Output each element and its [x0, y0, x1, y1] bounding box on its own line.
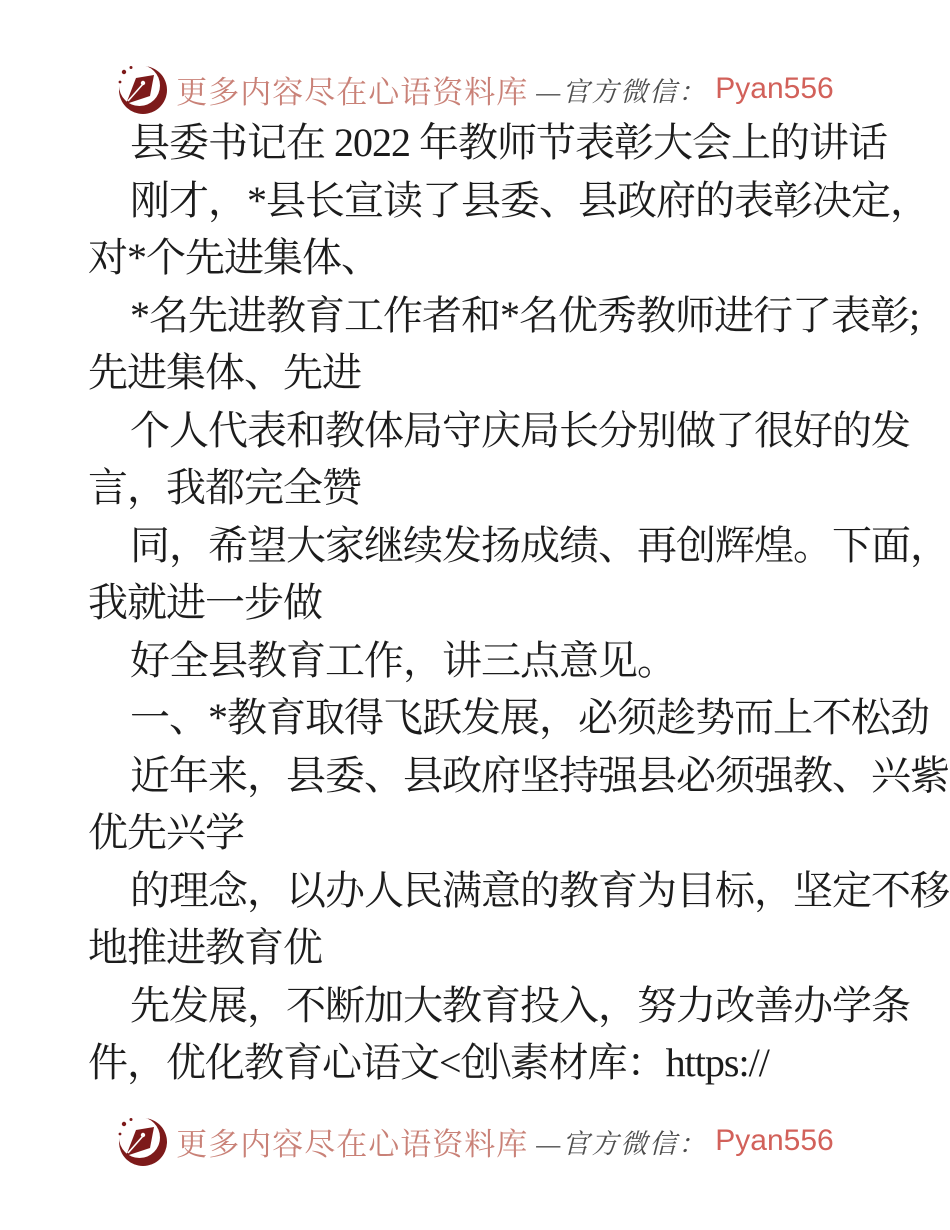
watermark-wechat-id: Pyan556 [715, 1124, 834, 1157]
document-body [88, 114, 949, 1092]
body-line: *名先进教育工作者和*名优秀教师进行了表彰; [130, 292, 920, 338]
watermark-wechat-id: Pyan556 [715, 72, 834, 105]
body-line: 件，优化教育心语文<创\素材库：https:// [88, 1040, 769, 1085]
body-line: 对*个先进集体、 [88, 235, 380, 280]
body-line: 近年来，县委、县政府坚持强县必须强教、兴紫 [130, 752, 949, 798]
pen-nib-crescent-logo-icon [116, 63, 168, 115]
body-line: 县委书记在 2022 年教师节表彰大会上的讲话 [130, 120, 887, 165]
watermark-separator-text: —官方微信： [536, 76, 708, 107]
body-line: 优先兴学 [88, 810, 244, 855]
watermark-site-text: 更多内容尽在心语资料库 [176, 1126, 529, 1162]
pen-nib-crescent-logo-icon [116, 1115, 168, 1167]
body-line: 先进集体、先进 [88, 350, 361, 395]
body-line: 的理念，以办人民满意的教育为目标，坚定不移 [130, 867, 949, 913]
body-line: 一、*教育取得飞跃发展，必须趁势而上不松劲 [130, 695, 929, 740]
watermark-header [0, 62, 950, 116]
body-line: 我就进一步做 [88, 580, 322, 625]
watermark-footer [0, 1114, 950, 1168]
body-line: 言，我都完全赞 [88, 465, 361, 510]
body-line: 地推进教育优 [88, 925, 322, 970]
body-line: 个人代表和教体局守庆局长分别做了很好的发 [130, 407, 910, 453]
body-line: 先发展，不断加大教育投入，努力改善办学条 [130, 982, 910, 1028]
watermark-site-text: 更多内容尽在心语资料库 [176, 74, 529, 110]
body-line: 同，希望大家继续发扬成绩、再创辉煌。下面， [130, 522, 949, 568]
body-line: 好全县教育工作，讲三点意见。 [130, 637, 676, 683]
watermark-separator-text: —官方微信： [536, 1128, 708, 1159]
body-line: 刚才，*县长宣读了县委、县政府的表彰决定， [130, 177, 929, 223]
